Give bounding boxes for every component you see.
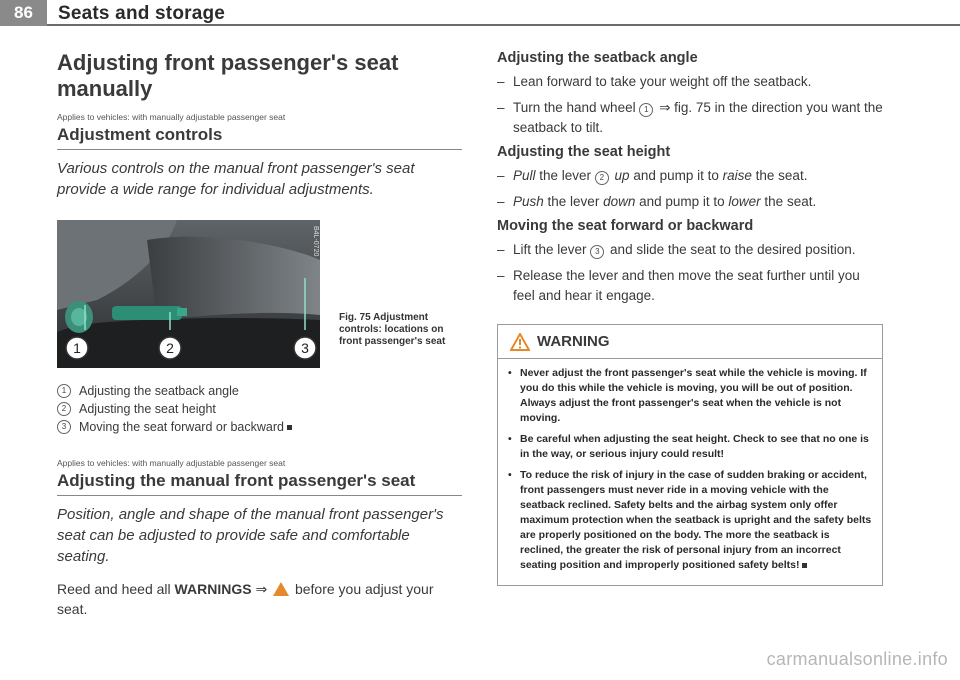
step-item: – Lean forward to take your weight off the seatback. (497, 72, 883, 92)
callout-ref: 2 (595, 171, 609, 185)
step-text: Lean forward to take your weight off the seatback. (513, 74, 812, 89)
step-item: – Turn the hand wheel 1 ⇒ fig. 75 in the direction you want the seatback to tilt. (497, 98, 883, 138)
step-item: – Push the lever down and pump it to lower the seat. (497, 192, 883, 212)
step-text: Pull the lever 2 up and pump it to raise the seat. (513, 168, 808, 183)
warning-box (497, 324, 883, 586)
left-column (57, 50, 462, 619)
step-text: Push the lever down and pump it to lower the seat. (513, 194, 817, 209)
step-text: Lift the lever 3 and slide the seat to the desired position. (513, 242, 856, 257)
steps-forward-backward (497, 240, 883, 306)
warning-title: WARNING (537, 333, 610, 350)
step-text: Release the lever and then move the seat further until you feel and hear it engage. (513, 268, 860, 303)
heading-seatback-angle: Adjusting the seatback angle (497, 50, 698, 66)
step-item: – Release the lever and then move the seat further until you feel and hear it engage. (497, 266, 883, 306)
legend-item (57, 418, 462, 436)
warning-header (498, 325, 882, 359)
subsection-title-adjusting: Adjusting the manual front passenger's seat (57, 471, 462, 496)
page-number-badge: 86 (0, 0, 47, 26)
steps-seat-height (497, 166, 883, 212)
callout-label-1: 1 (73, 340, 81, 356)
legend-number: 2 (57, 402, 71, 416)
steps-seatback-angle (497, 72, 883, 138)
right-column (497, 50, 883, 586)
subsection-title-controls: Adjustment controls (57, 125, 462, 150)
legend-number: 3 (57, 420, 71, 434)
legend-item (57, 382, 462, 400)
intro-text-adjusting: Position, angle and shape of the manual front passenger's seat can be adjusted to provide safe and comfortable seating. (57, 506, 444, 565)
callout-ref: 3 (590, 245, 604, 259)
body-text-pre: Reed and heed all (57, 581, 175, 597)
warning-item: • To reduce the risk of injury in the case of sudden braking or accident, front passengers must never ride in a moving vehicle with the seatback reclined. Safety belts and the airbag system only offer maximum protection when the seatback is upright and the safety belts are properly positioned on the body. The more the seatback is reclined, the greater the risk of personal injury from an incorrect seating position and improperly positioned safety belts! (508, 469, 872, 571)
warning-item: • Never adjust the front passenger's seat while the vehicle is moving. If you do this while the vehicle is moving, you will be out of position. Always adjust the front passenger's seat when the vehicle is not moving. (508, 367, 867, 424)
warnings-link-label[interactable]: WARNINGS (174, 581, 252, 597)
figure-caption: Fig. 75 Adjustment controls: locations on front passenger's seat (339, 312, 446, 347)
applies-note: Applies to vehicles: with manually adjustable passenger seat (57, 112, 286, 122)
section-title: Adjusting front passenger's seat manually (57, 50, 399, 101)
warnings-reference-text (57, 579, 462, 619)
reference-arrow: ⇒ (255, 581, 268, 597)
legend-item (57, 400, 462, 418)
step-item: – Pull the lever 2 up and pump it to raise the seat. (497, 166, 883, 186)
callout-ref: 1 (639, 103, 653, 117)
figure-code: B4L-0720 (312, 226, 319, 257)
body-text-post: before you adjust your seat. (57, 581, 434, 617)
warning-triangle-icon (510, 333, 530, 351)
heading-seat-height: Adjusting the seat height (497, 144, 671, 160)
watermark: carmanualsonline.info (766, 649, 948, 669)
warning-item: • Be careful when adjusting the seat height. Check to see that no one is in the way, or serious injury could result! (508, 433, 869, 460)
seat-controls-photo (57, 220, 320, 368)
callout-label-3: 3 (301, 340, 309, 356)
legend-number: 1 (57, 384, 71, 398)
legend-list (57, 382, 462, 436)
header-rule (47, 24, 960, 26)
warning-body (498, 359, 882, 585)
legend-text: Adjusting the seatback angle (79, 384, 239, 398)
legend-text: Adjusting the seat height (79, 402, 216, 416)
warning-triangle-icon (273, 582, 289, 596)
page-header-title: Seats and storage (58, 3, 226, 24)
seat-illustration (57, 220, 320, 368)
figure-75 (57, 220, 462, 370)
intro-text-controls: Various controls on the manual front passenger's seat provide a wide range for individual adjustments. (57, 160, 415, 198)
legend-text: Moving the seat forward or backward (79, 420, 284, 434)
step-item: – Lift the lever 3 and slide the seat to the desired position. (497, 240, 883, 260)
applies-note: Applies to vehicles: with manually adjustable passenger seat (57, 458, 286, 468)
end-of-section-mark (802, 563, 807, 568)
step-text: Turn the hand wheel 1 ⇒ fig. 75 in the direction you want the seatback to tilt. (513, 100, 883, 135)
callout-label-2: 2 (166, 340, 174, 356)
heading-forward-backward: Moving the seat forward or backward (497, 218, 754, 234)
end-of-section-mark (287, 425, 292, 430)
